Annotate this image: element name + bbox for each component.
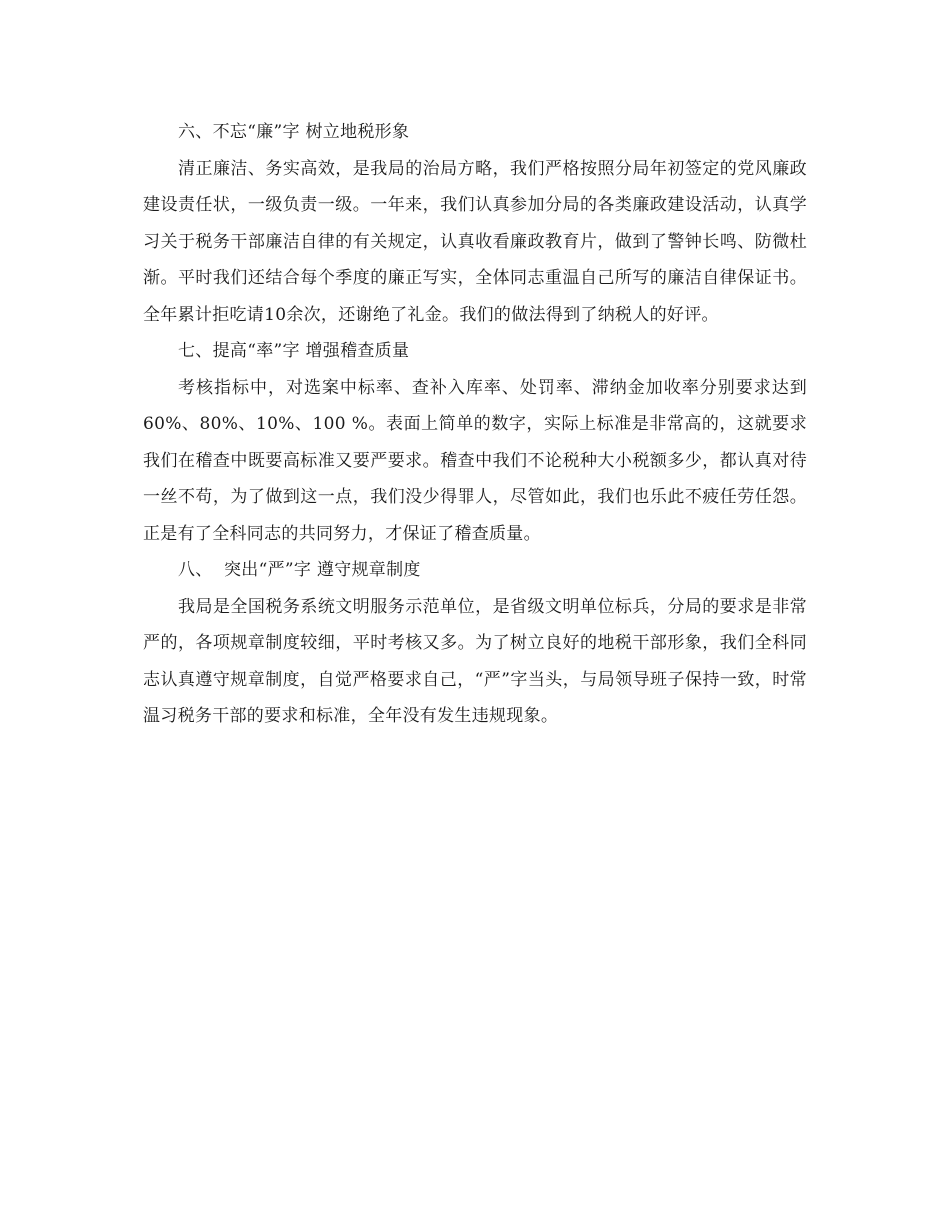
section-body-8: 我局是全国税务系统文明服务示范单位，是省级文明单位标兵，分局的要求是非常严的，各项规章制度较细，平时考核又多。为了树立良好的地税干部形象，我们全科同志认真遵守规章制度，自觉严格要求自己，“严”字当头，与局领导班子保持一致，时常温习税务干部的要求和标准，全年没有发生违规现象。 [143,596,807,726]
section-heading-6: 六、不忘“廉”字 树立地税形象 [178,122,410,142]
document-body [143,114,807,735]
section-heading-7: 七、提高“率”字 增强稽查质量 [178,341,410,361]
section-heading-8: 八、 突出“严”字 遵守规章制度 [178,560,421,580]
section-body-6: 清正廉洁、务实高效，是我局的治局方略，我们严格按照分局年初签定的党风廉政建设责任状，一级负责一级。一年来，我们认真参加分局的各类廉政建设活动，认真学习关于税务干部廉洁自律的有关规定，认真收看廉政教育片，做到了警钟长鸣、防微杜渐。平时我们还结合每个季度的廉正写实，全体同志重温自己所写的廉洁自律保证书。全年累计拒吃请10余次，还谢绝了礼金。我们的做法得到了纳税人的好评。 [143,158,807,325]
section-body-7: 考核指标中，对选案中标率、查补入库率、处罚率、滞纳金加收率分别要求达到60%、80%、10%、100 %。表面上简单的数字，实际上标准是非常高的，这就要求我们在稽查中既要高标准又要严要求。稽查中我们不论税种大小税额多少，都认真对待一丝不苟，为了做到这一点，我们没少得罪人，尽管如此，我们也乐此不疲任劳任怨。正是有了全科同志的共同努力，才保证了稽查质量。 [143,377,807,544]
